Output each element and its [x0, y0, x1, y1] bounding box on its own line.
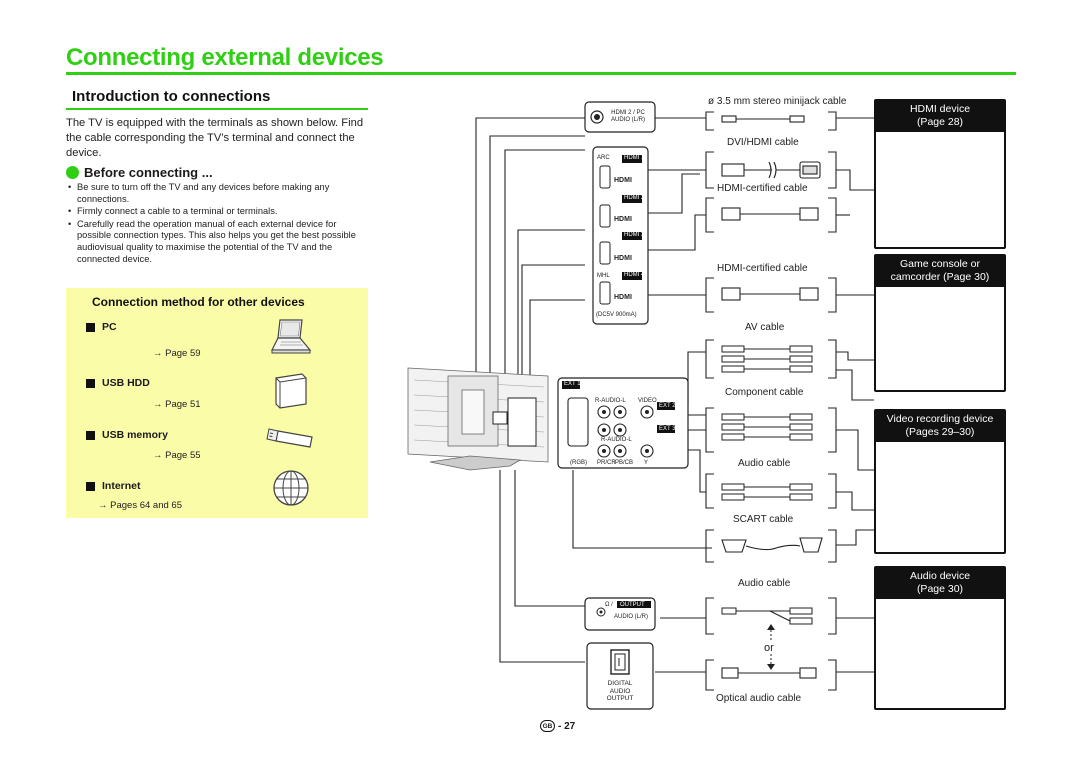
- page-number-value: - 27: [558, 720, 576, 732]
- list-item: • Carefully read the operation manual of each external device for possible connection types. This also helps you get the best possible audiovisual quality to maximise the potential of the TV and the connected device.: [68, 219, 364, 265]
- optical-cable-label: Optical audio cable: [716, 693, 802, 704]
- rgb-label: (RGB): [570, 460, 587, 466]
- device-heading-line: Audio device: [909, 570, 971, 582]
- page-number: [540, 720, 575, 732]
- region-badge: GB: [540, 720, 555, 732]
- terminal-text: AUDIO (L/R): [611, 117, 646, 123]
- device-heading-line: camcorder (Page 30): [890, 271, 990, 283]
- terminal-text: HDMI 2 / PC: [611, 110, 645, 116]
- pr-label: PR/CR: [597, 460, 616, 466]
- internet-label: Internet: [102, 480, 141, 492]
- component-cable-label: Component cable: [725, 387, 804, 398]
- minijack-cable-label: ø 3.5 mm stereo minijack cable: [708, 96, 847, 107]
- arc-label: ARC: [597, 155, 610, 161]
- hdmi-logo-3: HDMI: [614, 255, 632, 262]
- list-item: • Be sure to turn off the TV and any devices before making any connections.: [68, 182, 364, 205]
- hdmi1-label: HDMI 1: [624, 155, 645, 161]
- mhl-label: MHL: [597, 273, 610, 279]
- audio-cable-label-1: Audio cable: [738, 458, 791, 469]
- section-title: Introduction to connections: [72, 88, 271, 105]
- device-heading-line: (Pages 29–30): [905, 426, 975, 438]
- av-cable-label: AV cable: [745, 322, 785, 333]
- pc-page-ref: → Page 59: [153, 348, 201, 359]
- hdmi-logo-2: HDMI: [614, 216, 632, 223]
- y-label: Y: [644, 460, 649, 466]
- digital-audio-output-label: [604, 680, 636, 703]
- pc-label: PC: [102, 321, 117, 333]
- terminal-text: AUDIO: [609, 687, 631, 695]
- or-label: or: [764, 642, 774, 654]
- hdmi-logo-4: HDMI: [614, 294, 632, 301]
- dvi-cable-label: DVI/HDMI cable: [727, 137, 799, 148]
- device-heading-line: HDMI device: [909, 103, 971, 115]
- usb-hdd-page-ref: → Page 51: [153, 399, 201, 410]
- output-label: OUTPUT: [620, 602, 645, 608]
- device-heading-line: Video recording device: [886, 413, 994, 425]
- audio-device-box: [874, 566, 1006, 710]
- pb-label: PB/CB: [615, 460, 634, 466]
- hdmi-logo-1: HDMI: [614, 177, 632, 184]
- r-audio-l-label-2: R-AUDIO-L: [601, 437, 632, 443]
- device-heading-line: (Page 30): [916, 583, 964, 595]
- game-camcorder-box: [874, 254, 1006, 392]
- hdmi-device-box: [874, 99, 1006, 249]
- video-recording-box: [874, 409, 1006, 554]
- device-heading-line: Game console or: [900, 258, 980, 270]
- audio-cable-label-2: Audio cable: [738, 578, 791, 589]
- video-label: VIDEO: [638, 398, 657, 404]
- dc-label: (DC5V 900mA): [596, 312, 637, 318]
- hdmi-device-heading: [876, 101, 1004, 132]
- video-recording-heading: [876, 411, 1004, 442]
- list-item: • Firmly connect a cable to a terminal or terminals.: [68, 206, 364, 218]
- hdmi-cable-label-1: HDMI-certified cable: [717, 183, 808, 194]
- device-heading-line: (Page 28): [916, 116, 964, 128]
- usb-memory-page-ref: → Page 55: [153, 450, 201, 461]
- ext2-label: EXT 2: [659, 403, 676, 409]
- before-connecting-label: Before connecting ...: [84, 165, 213, 180]
- usb-memory-label: USB memory: [102, 429, 168, 441]
- hdmi4-label: HDMI 4: [624, 272, 645, 278]
- terminal-text: DIGITAL: [607, 680, 633, 687]
- hdmi-cable-label-2: HDMI-certified cable: [717, 263, 808, 274]
- hdmi2-audio-terminal-label: [611, 110, 645, 124]
- audio-device-heading: [876, 568, 1004, 599]
- page-title: Connecting external devices: [66, 44, 384, 71]
- audio-lr-label: AUDIO (L/R): [614, 614, 649, 620]
- game-camcorder-heading: [876, 256, 1004, 287]
- hdmi3-label: HDMI 3: [624, 232, 645, 238]
- r-audio-l-label: R-AUDIO-L: [595, 398, 626, 404]
- internet-page-ref: → Pages 64 and 65: [98, 500, 182, 511]
- connection-box-title: Connection method for other devices: [92, 295, 305, 309]
- usb-hdd-label: USB HDD: [102, 377, 150, 389]
- intro-text: The TV is equipped with the terminals as shown below. Find the cable corresponding the TV’s terminal and connect the device.: [66, 117, 364, 159]
- headphone-label: Ω /: [605, 602, 613, 608]
- ext1-label: EXT 1: [564, 381, 581, 387]
- scart-cable-label: SCART cable: [733, 514, 794, 525]
- hdmi2-label: HDMI 2: [624, 195, 645, 201]
- ext3-label: EXT 3: [659, 426, 676, 432]
- terminal-text: OUTPUT: [606, 695, 634, 702]
